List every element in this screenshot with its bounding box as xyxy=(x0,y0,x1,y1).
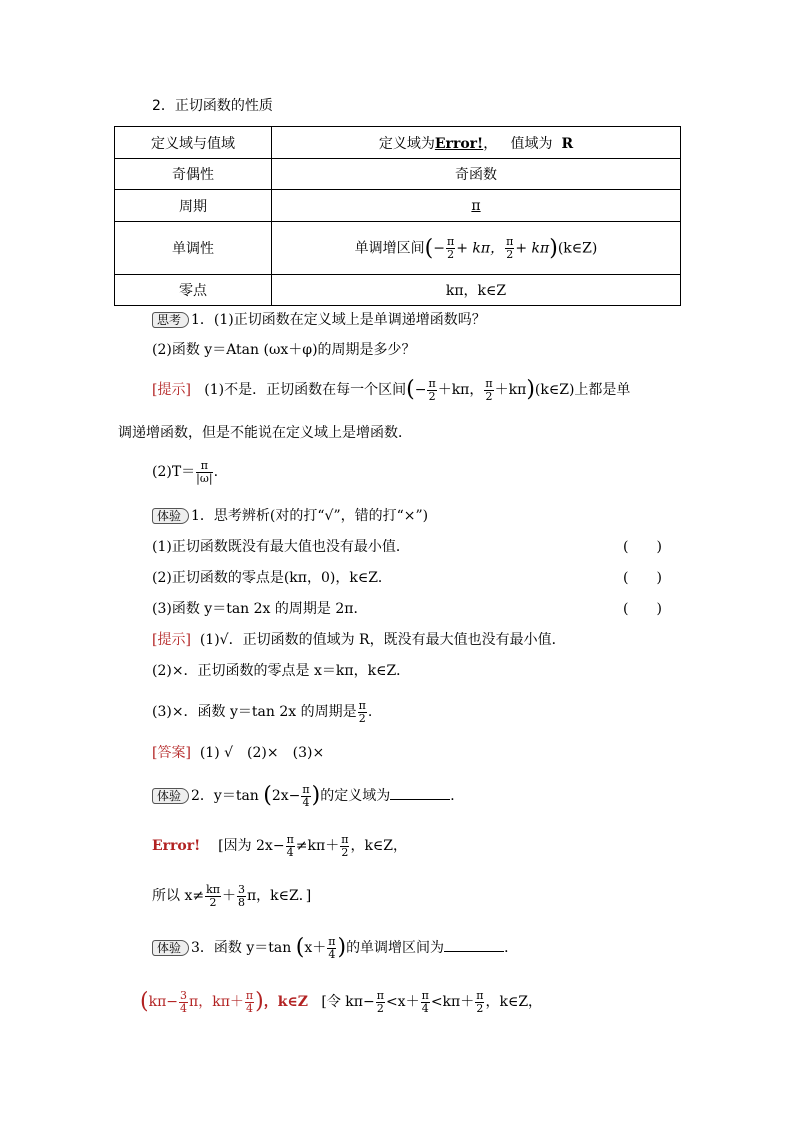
row-label: 定义域与值域 xyxy=(115,127,272,159)
answer-paren: ( ) xyxy=(623,539,662,555)
row-value: 奇函数 xyxy=(272,159,681,190)
table-row xyxy=(115,159,681,190)
fraction: $\frac{\pi}{2}$ xyxy=(506,234,514,261)
row-label: 奇偶性 xyxy=(115,159,272,190)
fraction: $\frac{\pi}{|\omega|}$ xyxy=(196,459,213,485)
hint-tag: [提示] xyxy=(152,632,191,648)
exp1-answer: [答案] (1) √ (2)× (3)× xyxy=(152,745,325,761)
exp3-question: 体验 3．函数 y＝tan (x＋ $\frac{\pi}{4}$ )的单调增区间为 ． xyxy=(152,936,518,960)
answer-text: (kπ− $\frac{3}{4}$ π，kπ＋ $\frac{\pi}{4}$ )，k∈Z xyxy=(140,989,309,1015)
table-row xyxy=(115,275,681,306)
hint-tag: [提示] xyxy=(152,382,191,399)
exp2-solution: Error! [因为 2x− $\frac{\pi}{4}$ ≠kπ＋ $\frac{\pi}{2}$ ，k∈Z， xyxy=(152,833,408,859)
row-label: 周期 xyxy=(115,190,272,222)
exp-badge: 体验 xyxy=(152,508,189,524)
exp3-answer: (kπ− $\frac{3}{4}$ π，kπ＋ $\frac{\pi}{4}$ )，k∈Z [令 kπ− $\frac{\pi}{2}$ <x＋ $\frac{\pi}{4}$ <kπ＋ $\frac{\pi}{2}$ ，k∈Z， xyxy=(140,989,543,1015)
think-hint-1: [提示] (1)不是．正切函数在每一个区间(− $\frac{\pi}{2}$ ＋kπ， $\frac{\pi}{2}$ ＋kπ)(k∈Z)上都是单 xyxy=(152,377,631,403)
table-row xyxy=(115,190,681,222)
think-hint-1-cont: 调递增函数，但是不能说在定义域上是增函数． xyxy=(118,425,412,441)
fraction: $\frac{\pi}{2}$ xyxy=(447,234,455,261)
table-row xyxy=(115,127,681,159)
row-value: kπ，k∈Z xyxy=(272,275,681,306)
row-label: 零点 xyxy=(115,275,272,306)
exp1-item-1: (1)正切函数既没有最大值也没有最小值． xyxy=(152,539,410,555)
answer-tag: [答案] xyxy=(152,745,191,761)
think-hint-2: (2)T＝ $\frac{\pi}{|\omega|}$ . xyxy=(152,459,219,485)
answer-paren: ( ) xyxy=(623,570,662,586)
think-question-1: 思考 1．(1)正切函数在定义域上是单调递增函数吗？ xyxy=(152,312,486,328)
exp2-solution-2: 所以 x≠ $\frac{k\pi}{2}$ ＋ $\frac{3}{8}$ π，k∈Z．] xyxy=(152,883,312,909)
think-question-2: (2)函数 y＝Atan (ωx＋φ)的周期是多少？ xyxy=(152,342,416,358)
table-row xyxy=(115,222,681,275)
error-text: Error! xyxy=(434,135,484,152)
exp1-hint-2: (2)×．正切函数的零点是 x＝kπ，k∈Z． xyxy=(152,663,411,679)
answer-blank[interactable] xyxy=(444,939,504,952)
properties-table xyxy=(114,126,681,306)
answer-blank[interactable] xyxy=(390,787,450,800)
row-value: 定义域为Error!， 值域为 R xyxy=(272,127,681,159)
exp1-hint-3: (3)×．函数 y＝tan 2x 的周期是 $\frac{\pi}{2}$ . xyxy=(152,699,373,725)
exp1-item-3: (3)函数 y＝tan 2x 的周期是 2π． xyxy=(152,601,368,617)
exp-badge: 体验 xyxy=(152,788,189,804)
section-heading: 2．正切函数的性质 xyxy=(152,98,273,114)
answer-paren: ( ) xyxy=(623,601,662,617)
exp2-question: 体验 2．y＝tan (2x− $\frac{\pi}{4}$ )的定义域为 ． xyxy=(152,784,464,808)
think-badge: 思考 xyxy=(152,312,189,328)
error-text: Error! xyxy=(152,838,201,855)
exp1-title: 体验 1．思考辨析(对的打“√”，错的打“×”) xyxy=(152,508,428,524)
row-label: 单调性 xyxy=(115,222,272,275)
row-value: π xyxy=(272,190,681,222)
exp-badge: 体验 xyxy=(152,940,189,956)
row-value: 单调增区间(− $\frac{\pi}{2}$ + kπ， $\frac{\pi}{2}$ + kπ)(k∈Z) xyxy=(272,222,681,275)
exp1-hint-1: [提示] (1)√．正切函数的值域为 R，既没有最大值也没有最小值． xyxy=(152,632,566,648)
exp1-item-2: (2)正切函数的零点是(kπ，0)，k∈Z． xyxy=(152,570,392,586)
